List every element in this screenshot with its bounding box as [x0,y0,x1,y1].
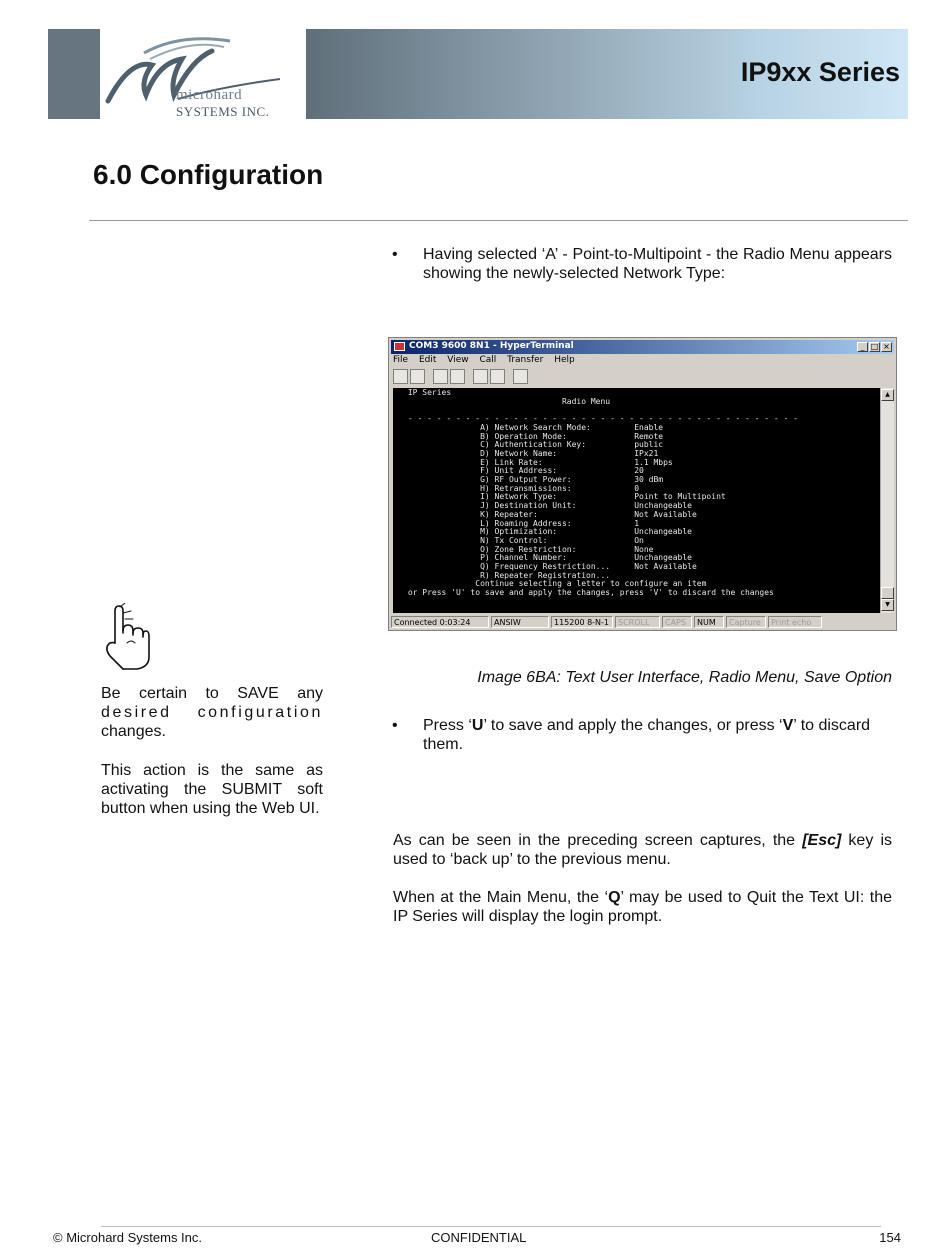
header-banner [48,29,908,119]
phone-icon [433,369,448,384]
sidebar-note-submit: This action is the same as activating the SUBMIT soft button when using the Web UI. [101,762,323,817]
section-divider [89,220,908,221]
disconnect-icon [450,369,465,384]
bullet-text: Having selected ‘A’ - Point-to-Multipoint - the Radio Menu appears showing the newly-selected Network Type: [423,246,892,282]
minimize-icon: _ [857,342,868,352]
scroll-thumb [881,587,894,599]
bullet-item [392,716,892,754]
send-icon [473,369,488,384]
pointing-hand-icon [103,603,151,671]
terminal-screen [393,388,880,613]
status-caps: CAPS [662,616,692,628]
footer-copyright: © Microhard Systems Inc. [53,1230,203,1245]
note-line-3: changes. [101,723,166,740]
terminal-scrollbar [880,388,894,613]
logo-text: microhard SYSTEMS INC. [176,87,270,119]
scroll-up-icon: ▲ [881,389,894,401]
status-capture: Capture [726,616,766,628]
paragraph-quit: When at the Main Menu, the ‘Q’ may be used to Quit the Text UI: the IP Series will display the login prompt. [393,889,893,925]
status-num: NUM [694,616,724,628]
page-number: 154 [879,1230,901,1245]
window-title: COM3 9600 8N1 - HyperTerminal [409,341,574,351]
open-folder-icon [410,369,425,384]
terminal-text: IP Series Radio Menu - - - - - - - - - - - - - - - - - - - - - - - - - - - - - - - - - - - - - - - - - A) Network Search Mode: Enable B) Operation Mode: Remote C) Authentication Key: public D) Network Name: IPx21 E) Link Rate: 1.1 Mbps F) Unit Address: 20 G) RF Output Power: 30 dBm H) Retransmissions: 0 I) Network Type: Point to Multipoint J) Destination Unit: Unchangeable K) Repeater: Not Available L) Roaming Address: 1 M) Optimization: Unchangeable N) Tx Control: On O) Zone Restriction: None P) Channel Number: Unchangeable Q) Frequency Restriction... Not Available R) Repeater Registration... Continue selecting a letter to configure an item or Press 'U' to save and apply the changes, press 'V' to discard the changes [407,388,798,598]
company-logo [100,29,306,119]
maximize-icon: □ [870,342,879,351]
series-title: IP9xx Series [740,57,900,87]
section-title: 6.0 Configuration [93,159,324,190]
note-line-1: Be certain to SAVE any [101,685,323,702]
bullet-icon: • [392,246,398,263]
bullet-item [392,245,892,283]
status-connected: Connected 0:03:24 [391,616,489,628]
banner-gradient [306,29,908,119]
menu-transfer: Transfer [507,355,544,365]
footer-divider [101,1226,881,1227]
footer-confidential: CONFIDENTIAL [431,1230,527,1245]
window-titlebar [391,340,894,354]
scroll-down-icon: ▼ [881,599,894,611]
note-line-2: desired configuration [101,704,323,721]
receive-icon [490,369,505,384]
menu-help: Help [554,355,575,365]
status-emulation: ANSIW [491,616,549,628]
status-baud: 115200 8-N-1 [551,616,613,628]
new-file-icon [393,369,408,384]
bullet-text: Press ‘U’ to save and apply the changes, or press ‘V’ to discard them. [423,717,871,753]
status-print-echo: Print echo [768,616,822,628]
menu-view: View [447,355,469,365]
properties-icon [513,369,528,384]
window-menubar [393,355,583,367]
menu-edit: Edit [418,355,437,365]
menu-file: File [393,355,409,365]
sidebar-note-save [101,684,323,741]
window-statusbar [391,616,894,629]
banner-left-block [48,29,100,119]
close-icon: × [881,342,892,352]
hyperterminal-icon [394,342,405,351]
bullet-icon: • [392,717,398,734]
image-caption: Image 6BA: Text User Interface, Radio Menu, Save Option [477,669,892,686]
hyperterminal-screenshot [388,337,897,631]
menu-call: Call [479,355,497,365]
status-scroll: SCROLL [615,616,660,628]
paragraph-esc: As can be seen in the preceding screen captures, the [Esc] key is used to ‘back up’ to the previous menu. [393,832,892,868]
